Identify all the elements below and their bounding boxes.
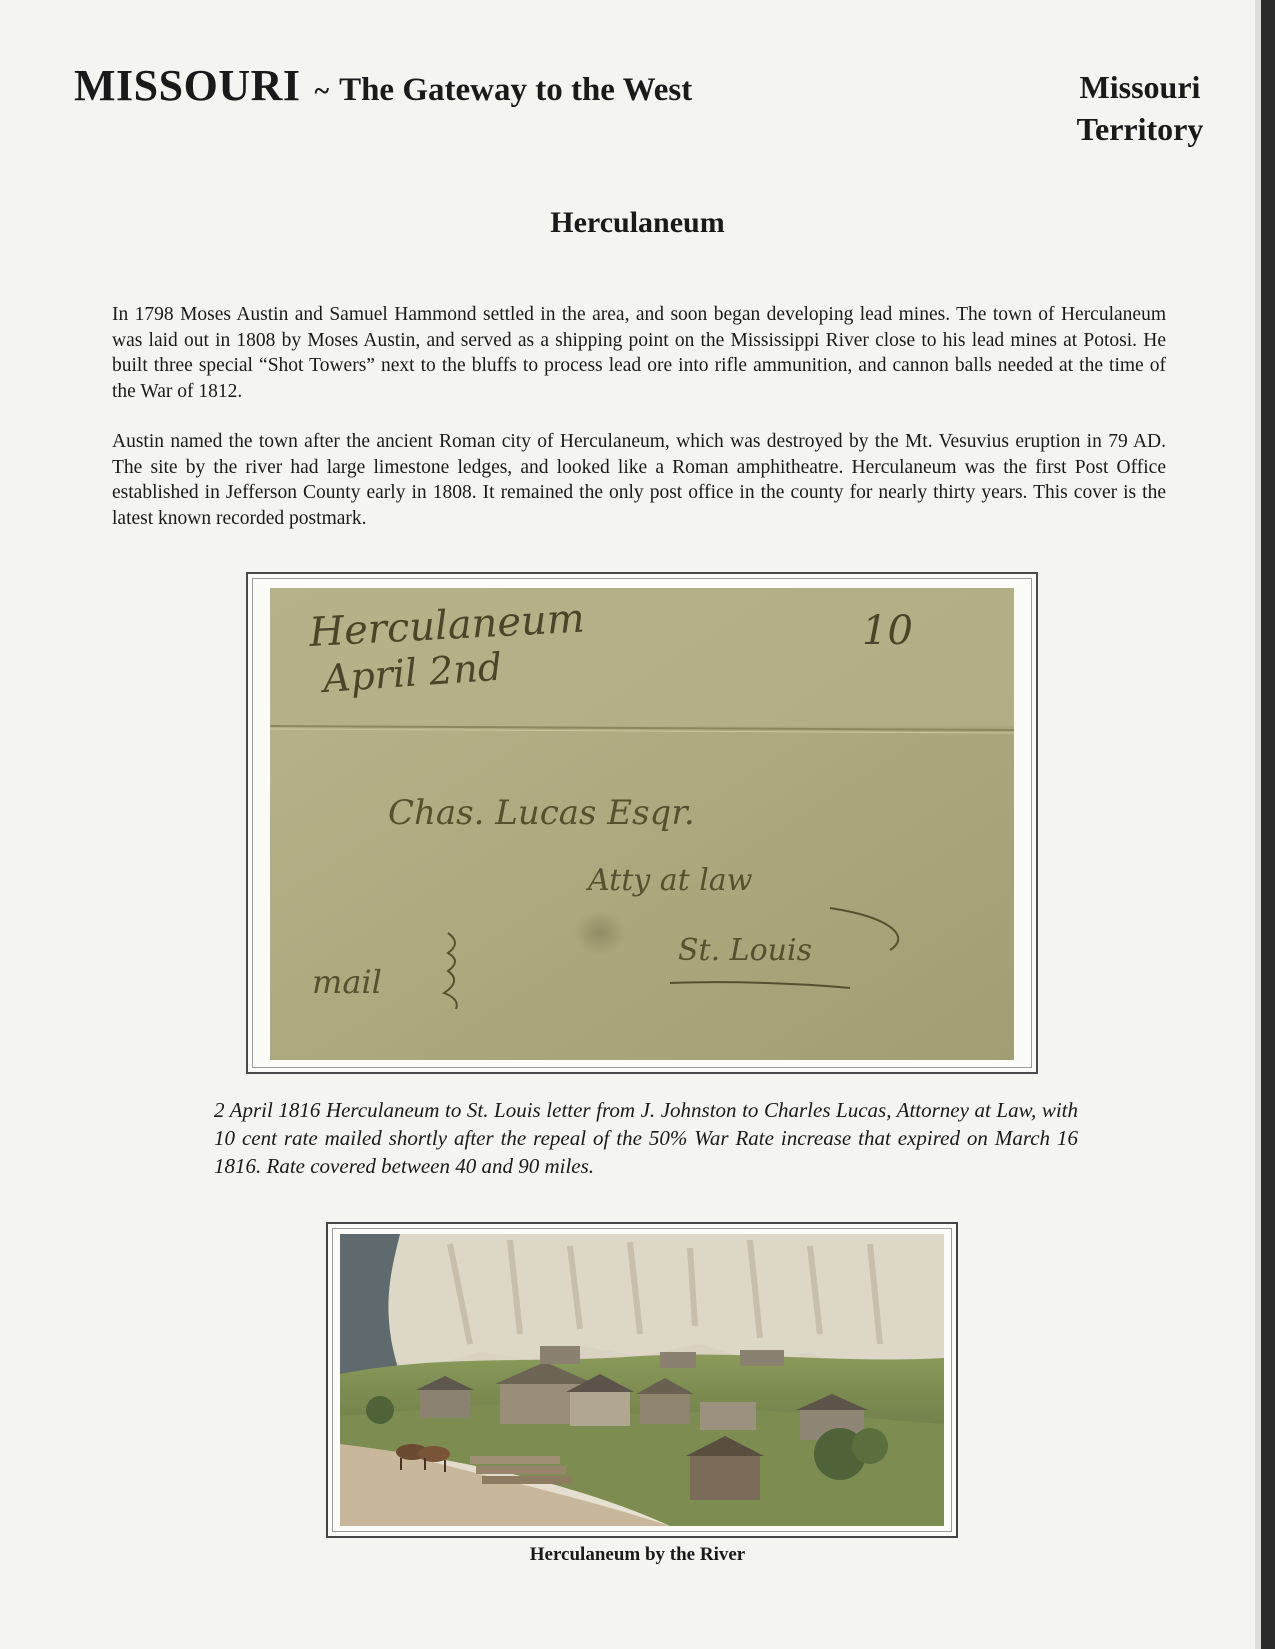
section-title: Herculaneum [550, 206, 725, 239]
limestone-bluffs [340, 1234, 944, 1374]
address-name: Chas. Lucas Esqr. [388, 793, 695, 833]
cover-stain [574, 911, 626, 955]
page-edge [1261, 0, 1275, 1649]
mail-endorsement: mail [312, 963, 382, 1001]
address-city: St. Louis [678, 933, 812, 968]
header-separator: ~ [314, 76, 330, 107]
postmark-town: Herculaneum [308, 595, 586, 656]
postmark-date: April 2nd [321, 644, 504, 701]
header-period-line2: Territory [1076, 111, 1204, 147]
cover-mount [246, 572, 1038, 1074]
header-period-line1: Missouri [1079, 69, 1201, 105]
header-title: MISSOURI [74, 61, 301, 110]
rate-marking: 10 [862, 608, 913, 654]
history-paragraph-1: In 1798 Moses Austin and Samuel Hammond settled in the area, and soon began developing lead mines. The town of Herculaneum was laid out in 1808 by Moses Austin, and served as a shipping point on the Mississippi River close to his lead mines at Potosi. He built three special “Shot Towers” next to the bluffs to process lead ore into rifle ammunition, and cannon balls needed at the time of the War of 1812. [112, 304, 1166, 402]
history-paragraph-2: Austin named the town after the ancient Roman city of Herculaneum, which was destroyed by the Mt. Vesuvius eruption in 79 AD. The site by the river had large limestone ledges, and looked like a Roman amphitheatre. Herculaneum was the first Post Office established in Jefferson County early in 1808. It remained the only post office in the county for nearly thirty years. This cover is the latest known recorded postmark. [112, 431, 1166, 529]
painting-mount [326, 1222, 958, 1538]
cover-caption: 2 April 1816 Herculaneum to St. Louis letter from J. Johnston to Charles Lucas, Attorney at Law, with 10 cent rate mailed shortly after the repeal of the 50% War Rate increase that expired on March 16 1816. Rate covered between 40 and 90 miles. [214, 1098, 1078, 1178]
stampless-cover [270, 588, 1014, 1060]
address-title: Atty at law [588, 863, 753, 898]
timber-stack [470, 1456, 572, 1484]
herculaneum-painting [340, 1234, 944, 1526]
page-header [74, 60, 692, 111]
painting-caption: Herculaneum by the River [529, 1544, 746, 1565]
header-period [1040, 66, 1240, 150]
header-subtitle: The Gateway to the West [339, 72, 693, 108]
